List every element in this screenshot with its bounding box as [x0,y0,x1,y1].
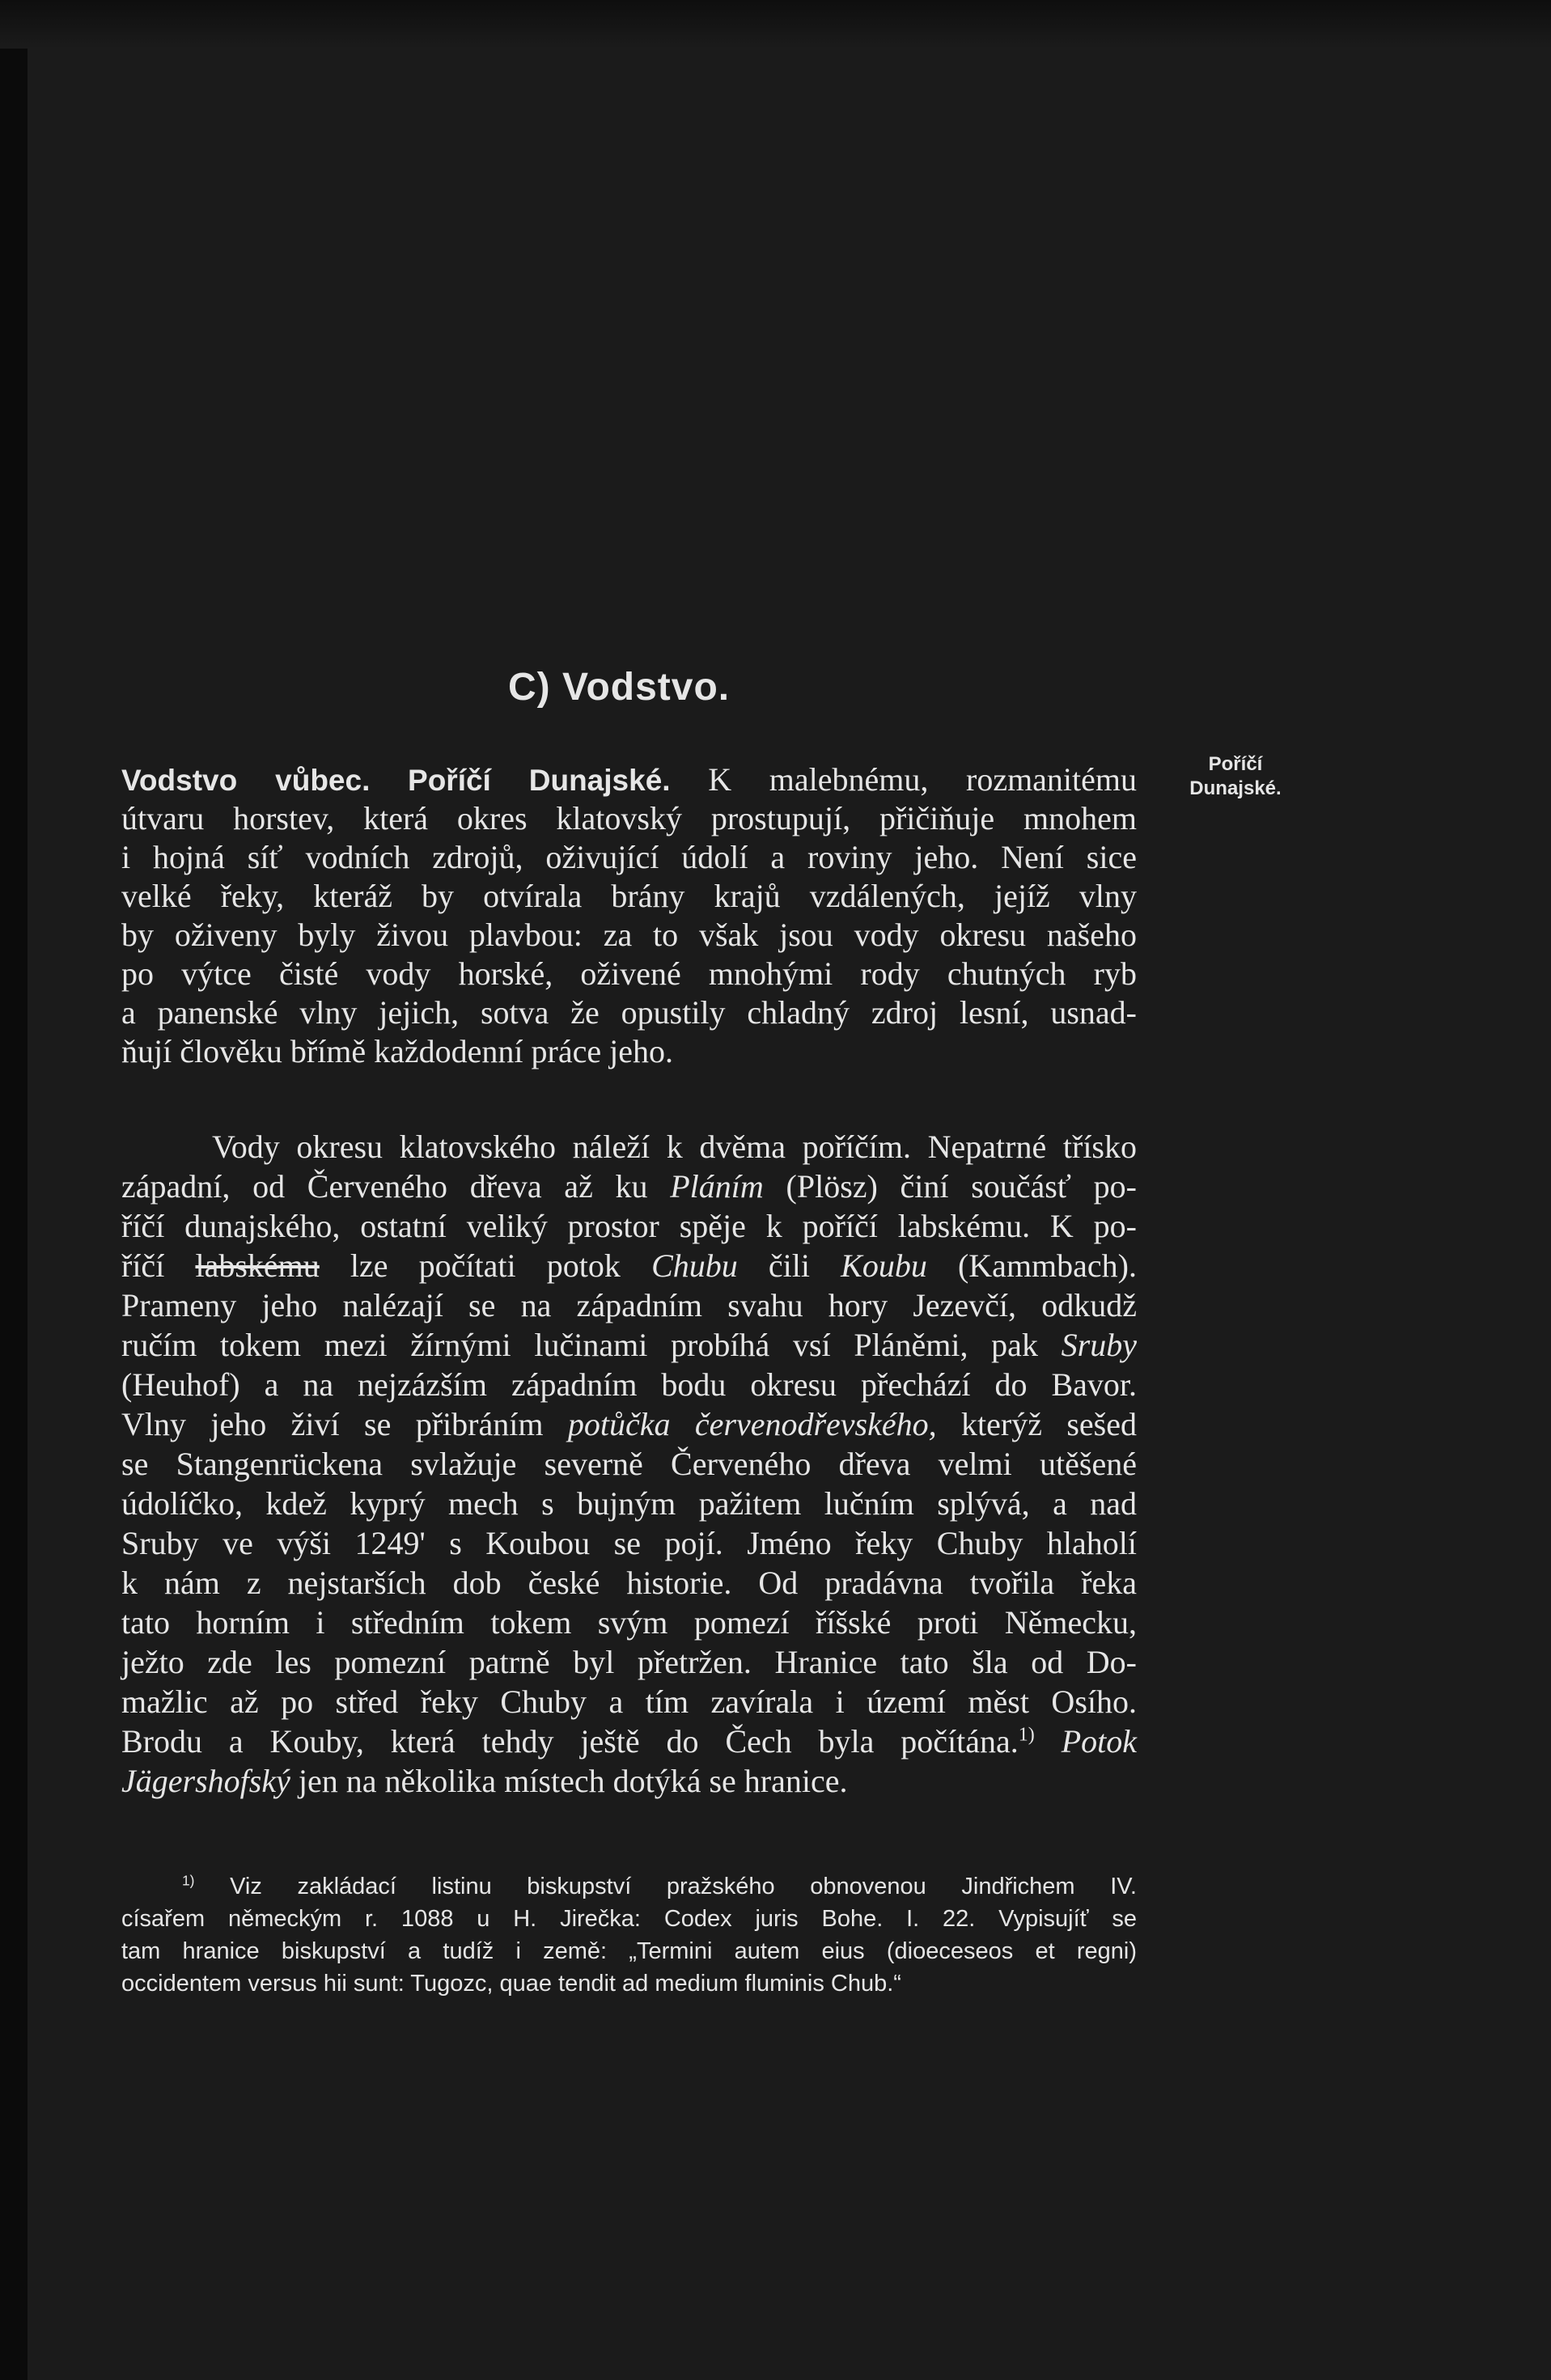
text-run: Brodu a Kouby, která tehdy ještě do Čech byla počítána. [121,1723,1019,1760]
paragraph-2-line-6 [121,1326,1137,1365]
italic-stream-name: Potok [1061,1723,1137,1760]
paragraph-1-text: K malebnému, rozmanitému [708,761,1138,798]
footnote-line-4: occidentem versus hii sunt: Tugozc, quae tendit ad medium fluminis Chub.“ [121,1971,901,1997]
text-run: lze počítati potok [319,1247,652,1284]
struck-word: labskému [195,1247,320,1284]
footnote-line-1 [182,1872,1137,1901]
text-run: ručím tokem mezi žírnými lučinami probíhá vsí Pláněmi, pak [121,1327,1062,1363]
text-run: říčí [121,1247,196,1284]
margin-note [1175,752,1296,801]
footnote-line-2: císařem německým r. 1088 u H. Jirečka: Codex juris Bohe. I. 22. Vypisujíť se [121,1906,1137,1932]
paragraph-1-line-8: ňují člověku břímě každodenní práce jeho. [121,1033,673,1069]
paragraph-1-line-7: a panenské vlny jejich, sotva že opustily chladný zdroj lesní, usnad- [121,994,1137,1031]
paragraph-2-line-5: Prameny jeho nalézají se na západním svahu hory Jezevčí, odkudž [121,1287,1137,1323]
footnote-marker: 1) [182,1872,195,1889]
paragraph-2-line-2 [121,1167,1137,1206]
text-run: kterýž sešed [936,1406,1137,1442]
paragraph-2-line-13: tato horním i středním tokem svým pomezí říšské proti Německu, [121,1604,1137,1641]
italic-river-name: Chubu [651,1247,738,1284]
footnote-text: Viz zakládací listinu biskupství pražského obnovenou Jindřichem IV. [230,1874,1137,1899]
italic-place-name: Pláním [670,1168,764,1205]
text-run: (Kammbach). [926,1247,1137,1284]
run-in-heading-dunajske: Poříčí Dunajské. [408,764,671,797]
paragraph-2-line-3: říčí dunajského, ostatní veliký prostor spěje k poříčí labskému. K po- [121,1208,1137,1244]
paragraph-2-line-11: Sruby ve výši 1249' s Koubou se pojí. Jméno řeky Chuby hlaholí [121,1525,1137,1561]
paragraph-2-line-7: (Heuhof) a na nejzázším západním bodu okresu přechází do Bavor. [121,1366,1137,1403]
paragraph-2-line-8 [121,1405,1137,1444]
page-edge-shadow [0,0,28,2380]
footnote-reference: 1) [1018,1724,1035,1746]
footnote-line-3: tam hranice biskupství a tudíž i země: „Termini autem eius (dioeceseos et regni) [121,1938,1137,1964]
page-top-shadow [0,0,1551,49]
paragraph-2-line-17 [121,1762,1137,1801]
paragraph-2-line-9: se Stangenrückena svlažuje severně Červeného dřeva velmi utěšené [121,1446,1137,1482]
paragraph-2-line-4 [121,1247,1137,1285]
margin-note-line-1: Poříčí [1208,753,1263,775]
text-run: (Plösz) činí součásť po- [763,1168,1137,1205]
paragraph-1-line-3: i hojná síť vodních zdrojů, oživující údolí a roviny jeho. Není sice [121,839,1137,875]
margin-note-line-2: Dunajské. [1189,777,1282,799]
paragraph-2-line-10: údolíčko, kdež kyprý mech s bujným pažitem lučním splývá, a nad [121,1485,1137,1522]
text-run: jen na několika místech dotýká se hranice. [290,1763,848,1799]
paragraph-2-line-12: k nám z nejstarších dob české historie. Od pradávna tvořila řeka [121,1565,1137,1601]
paragraph-1-line-4: velké řeky, kteráž by otvírala brány krajů vzdálených, jejíž vlny [121,878,1137,914]
paragraph-2-line-1: Vody okresu klatovského náleží k dvěma poříčím. Nepatrné třísko [212,1129,1137,1165]
paragraph-1-line-1 [121,760,1137,800]
paragraph-2-line-14: ježto zde les pomezní patrně byl přetržen. Hranice tato šla od Do- [121,1644,1137,1680]
italic-river-name: Koubu [841,1247,927,1284]
text-run: západní, od Červeného dřeva až ku [121,1168,671,1205]
paragraph-1-line-5: by oživeny byly živou plavbou: za to však jsou vody okresu našeho [121,917,1137,953]
text-run: čili [737,1247,841,1284]
italic-stream-name: Jägershofský [121,1763,290,1799]
paragraph-2-line-16 [121,1722,1137,1761]
paragraph-1-line-6: po výtce čisté vody horské, oživené mnohými rody chutných ryb [121,955,1137,992]
italic-stream-name: potůčka červenodřevského, [567,1406,937,1442]
section-heading: C) Vodstvo. [508,666,731,709]
italic-place-name: Sruby [1061,1327,1137,1363]
run-in-heading-vodstvo: Vodstvo vůbec. [121,764,371,797]
text-run: Vlny jeho živí se přibráním [121,1406,568,1442]
paragraph-1-line-2: útvaru horstev, která okres klatovský prostupují, přičiňuje mnohem [121,800,1137,836]
paragraph-2-line-15: mažlic až po střed řeky Chuby a tím zavírala i území měst Osího. [121,1683,1137,1720]
